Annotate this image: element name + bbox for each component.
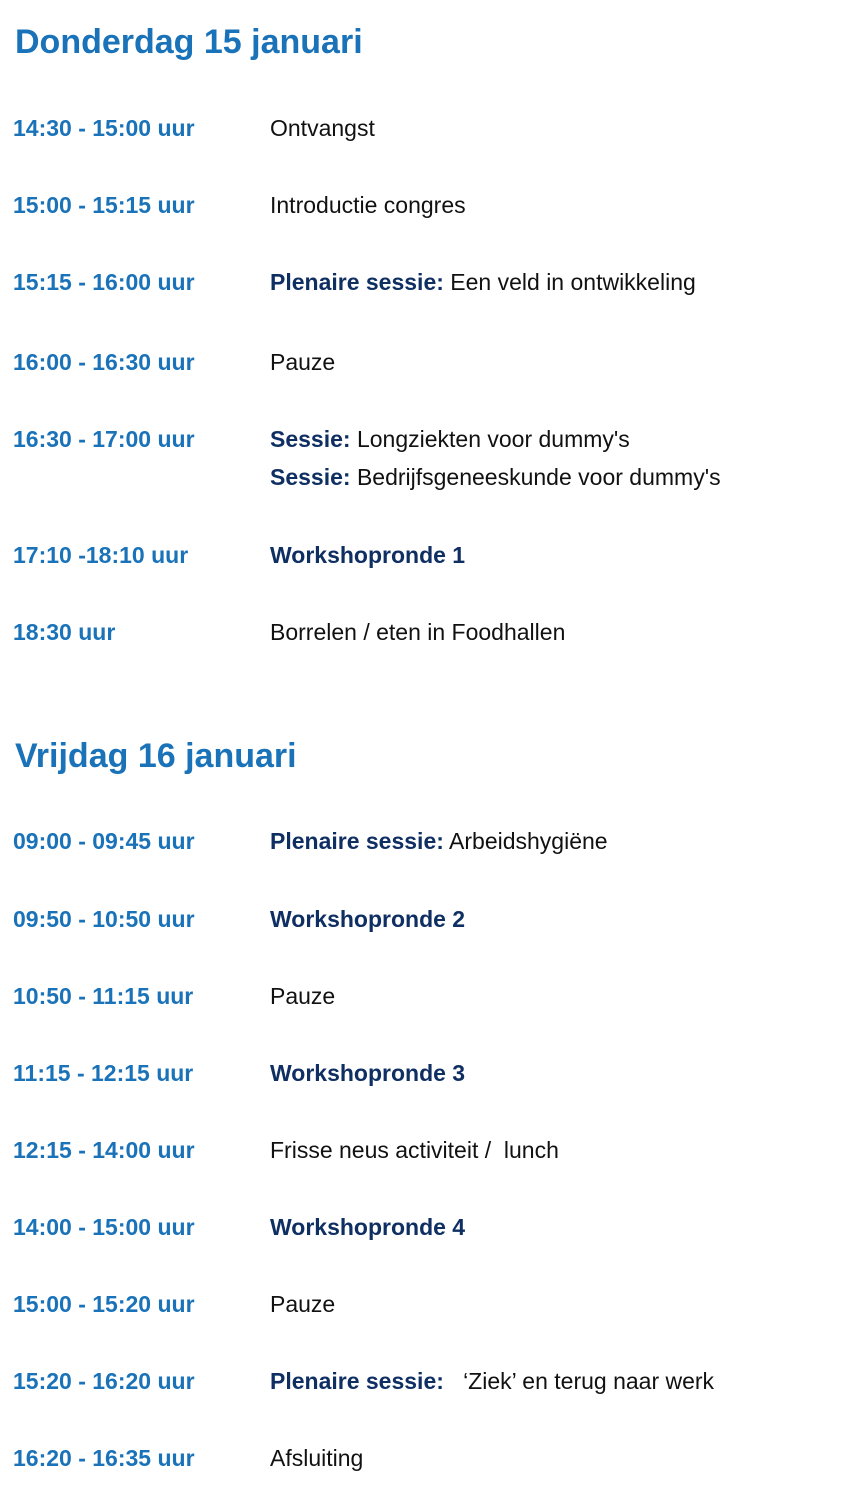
session-description: Borrelen / eten in Foodhallen bbox=[270, 619, 566, 645]
schedule-row bbox=[0, 346, 846, 378]
session-description bbox=[270, 423, 630, 455]
time-slot: 09:50 - 10:50 uur bbox=[13, 906, 195, 932]
schedule-row bbox=[0, 539, 846, 571]
workshop-round: Workshopronde 1 bbox=[270, 542, 466, 568]
session-title: Longziekten voor dummy's bbox=[350, 426, 630, 452]
session-description: Pauze bbox=[270, 349, 336, 375]
time-slot: 10:50 - 11:15 uur bbox=[13, 983, 194, 1009]
session-type-label: Sessie: bbox=[270, 464, 351, 490]
time-slot: 15:15 - 16:00 uur bbox=[13, 269, 195, 295]
time-slot: 11:15 - 12:15 uur bbox=[13, 1060, 194, 1086]
schedule-row bbox=[0, 825, 846, 857]
time-slot: 14:00 - 15:00 uur bbox=[13, 1214, 195, 1240]
time-slot: 12:15 - 14:00 uur bbox=[13, 1137, 195, 1163]
schedule-row bbox=[0, 980, 846, 1012]
session-type-label: Plenaire sessie: bbox=[270, 1368, 444, 1394]
time-slot: 16:20 - 16:35 uur bbox=[13, 1445, 195, 1471]
session-description bbox=[270, 266, 696, 298]
schedule-row bbox=[0, 903, 846, 935]
session-description: Introductie congres bbox=[270, 192, 466, 218]
session-type-label: Plenaire sessie: bbox=[270, 269, 444, 295]
time-slot: 16:30 - 17:00 uur bbox=[13, 426, 195, 452]
schedule-row bbox=[0, 1288, 846, 1320]
day-title-thursday: Donderdag 15 januari bbox=[15, 23, 363, 61]
workshop-round: Workshopronde 4 bbox=[270, 1214, 466, 1240]
session-description bbox=[270, 825, 608, 857]
session-title: ‘Ziek’ en terug naar werk bbox=[443, 1368, 715, 1394]
session-description: Ontvangst bbox=[270, 115, 375, 141]
time-slot: 15:20 - 16:20 uur bbox=[13, 1368, 195, 1394]
schedule-row bbox=[0, 1057, 846, 1089]
day-title-friday: Vrijdag 16 januari bbox=[15, 737, 297, 775]
session-description: Frisse neus activiteit / lunch bbox=[270, 1137, 559, 1163]
session-description bbox=[270, 1365, 714, 1397]
session-type-label: Plenaire sessie: bbox=[270, 828, 444, 854]
schedule-row bbox=[0, 423, 846, 455]
time-slot: 15:00 - 15:20 uur bbox=[13, 1291, 195, 1317]
time-slot: 15:00 - 15:15 uur bbox=[13, 192, 195, 218]
session-description bbox=[270, 461, 721, 493]
time-slot: 09:00 - 09:45 uur bbox=[13, 828, 195, 854]
workshop-round: Workshopronde 3 bbox=[270, 1060, 466, 1086]
schedule-row bbox=[0, 189, 846, 221]
workshop-round: Workshopronde 2 bbox=[270, 906, 466, 932]
schedule-row bbox=[0, 1365, 846, 1397]
time-slot: 14:30 - 15:00 uur bbox=[13, 115, 195, 141]
schedule-row bbox=[0, 616, 846, 648]
schedule-row bbox=[0, 266, 846, 298]
schedule-row bbox=[0, 461, 846, 493]
session-title: Bedrijfsgeneeskunde voor dummy's bbox=[350, 464, 721, 490]
session-description: Pauze bbox=[270, 1291, 336, 1317]
schedule-row bbox=[0, 1442, 846, 1474]
session-description: Pauze bbox=[270, 983, 336, 1009]
time-slot: 17:10 -18:10 uur bbox=[13, 542, 189, 568]
session-title: Een veld in ontwikkeling bbox=[443, 269, 696, 295]
schedule-row bbox=[0, 1211, 846, 1243]
schedule-row bbox=[0, 1134, 846, 1166]
schedule-row bbox=[0, 112, 846, 144]
time-slot: 18:30 uur bbox=[13, 619, 116, 645]
session-type-label: Sessie: bbox=[270, 426, 351, 452]
time-slot: 16:00 - 16:30 uur bbox=[13, 349, 195, 375]
session-title: Arbeidshygiëne bbox=[443, 828, 608, 854]
session-description: Afsluiting bbox=[270, 1445, 364, 1471]
